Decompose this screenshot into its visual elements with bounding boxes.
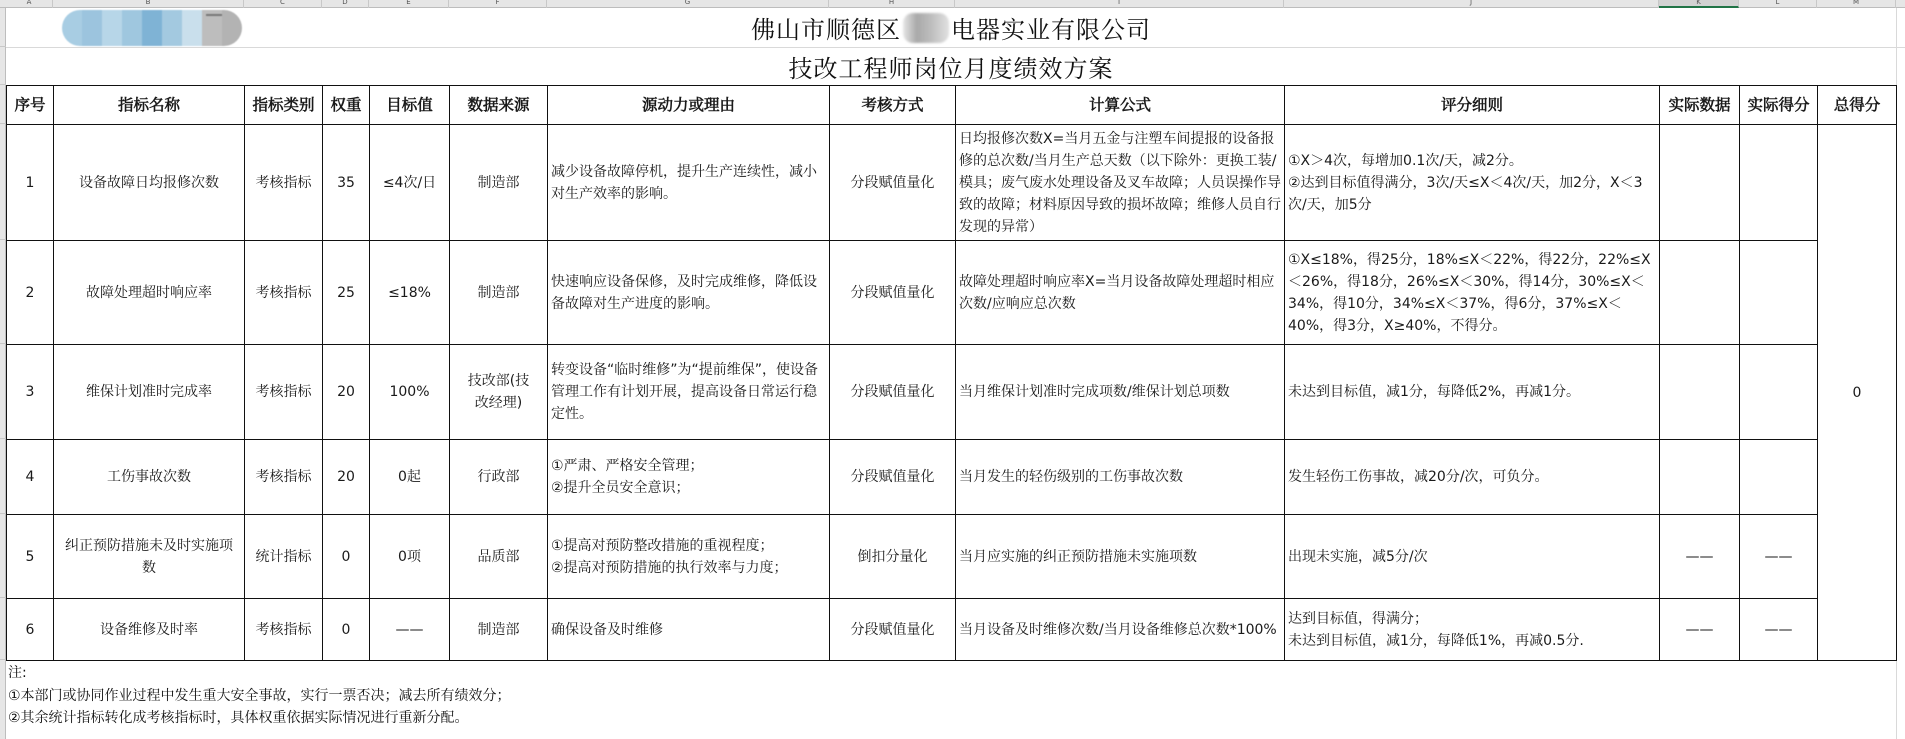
cell-actual-data[interactable]: —— — [1660, 515, 1740, 599]
cell-target[interactable]: 0起 — [370, 440, 450, 515]
cell-weight[interactable]: 25 — [323, 241, 370, 345]
cell-actual-data[interactable] — [1660, 241, 1740, 345]
cell-actual-score[interactable]: —— — [1740, 515, 1818, 599]
cell-formula[interactable]: 故障处理超时响应率X=当月设备故障处理超时相应次数/应响应总次数 — [956, 241, 1285, 345]
cell-indicator-name[interactable]: 设备维修及时率 — [54, 599, 245, 661]
table-row — [7, 599, 1897, 661]
reason-line: ①严肃、严格安全管理； — [551, 458, 704, 474]
header-formula[interactable]: 计算公式 — [956, 86, 1285, 125]
column-header-l[interactable]: L — [1739, 0, 1817, 8]
cell-method[interactable]: 分段赋值量化 — [830, 599, 956, 661]
cell-rules[interactable] — [1285, 125, 1660, 241]
header-category[interactable]: 指标类别 — [245, 86, 323, 125]
notes-section — [8, 662, 511, 730]
cell-actual-data[interactable] — [1660, 440, 1740, 515]
column-header-e[interactable]: E — [369, 0, 449, 8]
header-actual-score[interactable]: 实际得分 — [1740, 86, 1818, 125]
cell-actual-data[interactable]: —— — [1660, 599, 1740, 661]
cell-no[interactable]: 3 — [7, 345, 54, 440]
table-header-row — [7, 86, 1897, 125]
performance-table — [6, 85, 1897, 661]
table-row — [7, 125, 1897, 241]
cell-target[interactable]: ≤18% — [370, 241, 450, 345]
cell-formula[interactable]: 当月应实施的纠正预防措施未实施项数 — [956, 515, 1285, 599]
cell-reason[interactable] — [548, 440, 830, 515]
rule-line: 达到目标值，得满分； — [1288, 610, 1428, 627]
cell-reason[interactable] — [548, 515, 830, 599]
header-source[interactable]: 数据来源 — [450, 86, 548, 125]
table-row — [7, 345, 1897, 440]
reason-line: ①提高对预防整改措施的重视程度； — [551, 537, 774, 554]
cell-total-score[interactable]: 0 — [1818, 125, 1897, 661]
cell-category[interactable]: 考核指标 — [245, 125, 323, 241]
cell-category[interactable]: 考核指标 — [245, 440, 323, 515]
cell-indicator-name[interactable]: 故障处理超时响应率 — [54, 241, 245, 345]
header-indicator-name[interactable]: 指标名称 — [54, 86, 245, 125]
cell-method[interactable]: 分段赋值量化 — [830, 241, 956, 345]
cell-rules[interactable]: 出现未实施，减5分/次 — [1285, 515, 1660, 599]
column-header-f[interactable]: F — [449, 0, 547, 8]
cell-method[interactable]: 分段赋值量化 — [830, 440, 956, 515]
cell-reason[interactable]: 快速响应设备保修，及时完成维修，降低设备故障对生产进度的影响。 — [548, 241, 830, 345]
column-header-c[interactable]: C — [244, 0, 322, 8]
column-header-m[interactable]: M — [1817, 0, 1896, 8]
note-item: ②其余统计指标转化成考核指标时，具体权重依据实际情况进行重新分配。 — [8, 710, 469, 726]
cell-category[interactable]: 统计指标 — [245, 515, 323, 599]
notes-label: 注: — [8, 665, 27, 681]
cell-source[interactable]: 技改部(技改经理) — [450, 345, 548, 440]
cell-formula[interactable]: 当月维保计划准时完成项数/维保计划总项数 — [956, 345, 1285, 440]
cell-actual-score[interactable] — [1740, 241, 1818, 345]
cell-target[interactable]: ≤4次/日 — [370, 125, 450, 241]
rule-line: ②达到目标值得满分，3次/天≤X＜4次/天，加2分，X＜3次/天，加5分 — [1288, 174, 1643, 213]
cell-indicator-name[interactable]: 纠正预防措施未及时实施项数 — [54, 515, 245, 599]
cell-weight[interactable]: 0 — [323, 515, 370, 599]
cell-source[interactable]: 制造部 — [450, 599, 548, 661]
column-header-h[interactable]: H — [829, 0, 955, 8]
rule-line: 未达到目标值，减1分，每降低1%，再减0.5分. — [1288, 632, 1584, 649]
cell-category[interactable]: 考核指标 — [245, 345, 323, 440]
cell-no[interactable]: 6 — [7, 599, 54, 661]
cell-no[interactable]: 2 — [7, 241, 54, 345]
table-row — [7, 241, 1897, 345]
company-name-prefix: 佛山市顺德区 — [751, 16, 901, 44]
cell-no[interactable]: 1 — [7, 125, 54, 241]
cell-rules[interactable]: ①X≤18%，得25分，18%≤X＜22%，得22分，22%≤X＜26%，得18分，26%≤X＜30%，得14分，30%≤X＜34%，得10分，34%≤X＜37%，得6分，37%≤X＜40%，得3分，X≥40%，不得分。 — [1285, 241, 1660, 345]
cell-rules[interactable]: 发生轻伤工伤事故，减20分/次，可负分。 — [1285, 440, 1660, 515]
cell-category[interactable]: 考核指标 — [245, 241, 323, 345]
cell-actual-data[interactable] — [1660, 125, 1740, 241]
header-rules[interactable]: 评分细则 — [1285, 86, 1660, 125]
column-header-bar — [0, 0, 1905, 8]
header-total-score[interactable]: 总得分 — [1818, 86, 1897, 125]
cell-category[interactable]: 考核指标 — [245, 599, 323, 661]
note-item: ①本部门或协同作业过程中发生重大安全事故，实行一票否决；减去所有绩效分； — [8, 687, 511, 704]
cell-indicator-name[interactable]: 维保计划准时完成率 — [54, 345, 245, 440]
cell-source[interactable]: 制造部 — [450, 241, 548, 345]
table-row — [7, 515, 1897, 599]
cell-reason[interactable]: 减少设备故障停机，提升生产连续性，减小对生产效率的影响。 — [548, 125, 830, 241]
header-target[interactable]: 目标值 — [370, 86, 450, 125]
column-header-k-selected[interactable]: K — [1659, 0, 1739, 8]
company-name-suffix: 电器实业有限公司 — [951, 16, 1151, 44]
cell-actual-score[interactable] — [1740, 345, 1818, 440]
cell-indicator-name[interactable]: 设备故障日均报修次数 — [54, 125, 245, 241]
cell-formula[interactable]: 当月设备及时维修次数/当月设备维修总次数*100% — [956, 599, 1285, 661]
header-actual-data[interactable]: 实际数据 — [1660, 86, 1740, 125]
cell-formula[interactable]: 日均报修次数X=当月五金与注塑车间提报的设备报修的总次数/当月生产总天数（以下除外：更换工装/模具；废气废水处理设备及叉车故障；人员误操作导致的故障；材料原因导致的损坏故障；维修人员自行发现的异常） — [956, 125, 1285, 241]
column-header-b[interactable]: B — [53, 0, 244, 8]
cell-source[interactable]: 制造部 — [450, 125, 548, 241]
cell-target[interactable]: 0项 — [370, 515, 450, 599]
table-row — [7, 440, 1897, 515]
cell-source[interactable]: 品质部 — [450, 515, 548, 599]
document-title: 技改工程师岗位月度绩效方案 — [788, 54, 1114, 83]
company-title — [6, 8, 1896, 47]
cell-reason[interactable]: 确保设备及时维修 — [548, 599, 830, 661]
header-no[interactable]: 序号 — [7, 86, 54, 125]
cell-actual-data[interactable] — [1660, 345, 1740, 440]
column-header-g[interactable]: G — [547, 0, 829, 8]
cell-method[interactable]: 倒扣分量化 — [830, 515, 956, 599]
cell-reason[interactable]: 转变设备“临时维修”为“提前维保”，使设备管理工作有计划开展，提高设备日常运行稳定性。 — [548, 345, 830, 440]
cell-method[interactable]: 分段赋值量化 — [830, 125, 956, 241]
cell-weight[interactable]: 20 — [323, 440, 370, 515]
cell-method[interactable]: 分段赋值量化 — [830, 345, 956, 440]
cell-rules[interactable]: 未达到目标值，减1分，每降低2%，再减1分。 — [1285, 345, 1660, 440]
column-header-i[interactable]: I — [955, 0, 1284, 8]
rule-line: ①X＞4次，每增加0.1次/天，减2分。 — [1288, 152, 1523, 169]
cell-actual-score[interactable] — [1740, 440, 1818, 515]
cell-source[interactable]: 行政部 — [450, 440, 548, 515]
cell-no[interactable]: 4 — [7, 440, 54, 515]
header-weight[interactable]: 权重 — [323, 86, 370, 125]
cell-target[interactable]: —— — [370, 599, 450, 661]
column-header-a[interactable]: A — [6, 0, 53, 8]
cell-rules[interactable] — [1285, 599, 1660, 661]
cell-no[interactable]: 5 — [7, 515, 54, 599]
column-header-j[interactable]: J — [1284, 0, 1659, 8]
column-header-d[interactable]: D — [322, 0, 369, 8]
cell-formula[interactable]: 当月发生的轻伤级别的工伤事故次数 — [956, 440, 1285, 515]
cell-indicator-name[interactable]: 工伤事故次数 — [54, 440, 245, 515]
cell-weight[interactable]: 35 — [323, 125, 370, 241]
cell-weight[interactable]: 0 — [323, 599, 370, 661]
header-method[interactable]: 考核方式 — [830, 86, 956, 125]
header-reason[interactable]: 源动力或理由 — [548, 86, 830, 125]
redacted-name-blur — [903, 13, 949, 43]
cell-actual-score[interactable] — [1740, 125, 1818, 241]
cell-weight[interactable]: 20 — [323, 345, 370, 440]
cell-actual-score[interactable]: —— — [1740, 599, 1818, 661]
reason-line: ②提高对预防措施的执行效率与力度； — [551, 559, 788, 576]
reason-line: ②提升全员安全意识； — [551, 480, 690, 496]
cell-target[interactable]: 100% — [370, 345, 450, 440]
